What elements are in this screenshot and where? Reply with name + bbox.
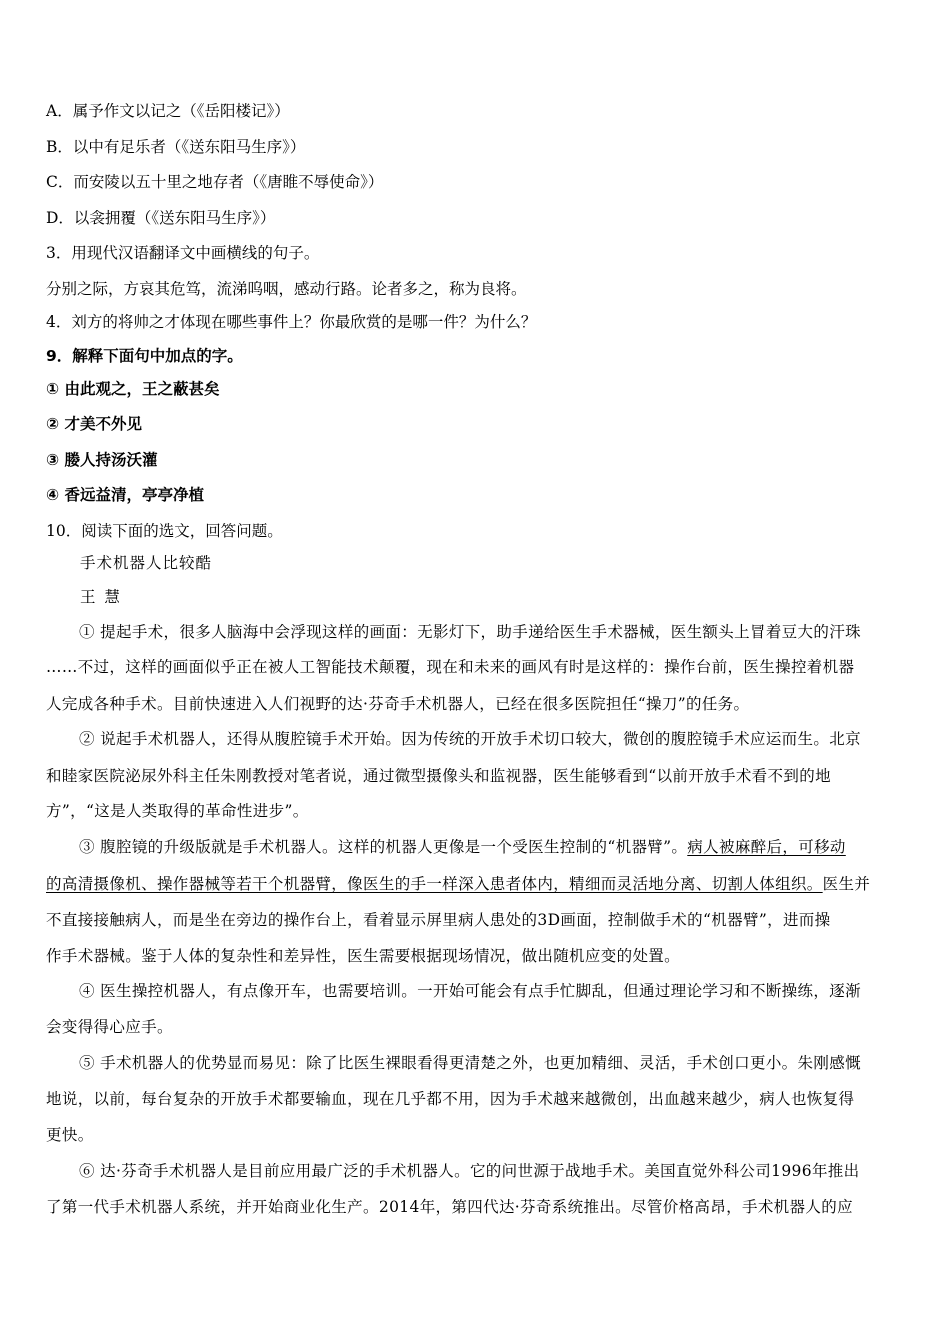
paragraph-1-line-2: ……不过，这样的画面似乎正在被人工智能技术颠覆，现在和未来的画风有时是这样的：操作台前，医生操控着机器 bbox=[46, 658, 855, 676]
article-title: 手术机器人比较酷 bbox=[80, 554, 213, 572]
paragraph-3-line-1 bbox=[79, 837, 846, 857]
paragraph-4-line-1: ④ 医生操控机器人，有点像开车，也需要培训。一开始可能会有点手忙脚乱，但通过理论学习和不断操练，逐渐 bbox=[79, 982, 861, 1000]
paragraph-6-line-2: 了第一代手术机器人系统，并开始商业化生产。2014年，第四代达·芬奇系统推出。尽管价格高昂，手术机器人的应 bbox=[46, 1198, 853, 1216]
underlined-sentence-part-1: 病人被麻醉后，可移动 bbox=[687, 838, 846, 856]
question-4-prompt: 4．刘方的将帅之才体现在哪些事件上？你最欣赏的是哪一件？为什么？ bbox=[46, 313, 537, 331]
paragraph-3-line-2 bbox=[46, 874, 870, 894]
paragraph-5-line-2: 地说，以前，每台复杂的开放手术都要输血，现在几乎都不用，因为手术越来越微创，出血越来越少，病人也恢复得 bbox=[46, 1090, 855, 1108]
paragraph-1-line-3: 人完成各种手术。目前快速进入人们视野的达·芬奇手术机器人，已经在很多医院担任“操刀”的任务。 bbox=[46, 695, 750, 713]
question-3-sentence: 分别之际，方哀其危笃，流涕呜咽，感动行路。论者多之，称为良将。 bbox=[46, 280, 527, 298]
paragraph-5-line-1: ⑤ 手术机器人的优势显而易见：除了比医生裸眼看得更清楚之外，也更加精细、灵活，手术创口更小。朱刚感慨 bbox=[79, 1054, 861, 1072]
paragraph-4-line-2: 会变得得心应手。 bbox=[46, 1018, 173, 1036]
underlined-sentence-part-2: 的高清摄像机、操作器械等若干个机器臂，像医生的手一样深入患者体内，精细而灵活地分离、切割人体组织。 bbox=[46, 875, 823, 893]
option-c: C．而安陵以五十里之地存者（《唐睢不辱使命》） bbox=[46, 173, 384, 191]
question-9-item-3: ③ 媵人持汤沃灌 bbox=[46, 451, 158, 469]
question-10-prompt: 10．阅读下面的选文，回答问题。 bbox=[46, 522, 283, 540]
question-3-prompt: 3．用现代汉语翻译文中画横线的句子。 bbox=[46, 244, 320, 262]
option-b: B．以中有足乐者（《送东阳马生序》） bbox=[46, 138, 306, 156]
question-9-prompt: 9．解释下面句中加点的字。 bbox=[46, 347, 243, 365]
paragraph-3-line-4: 作手术器械。鉴于人体的复杂性和差异性，医生需要根据现场情况，做出随机应变的处置。 bbox=[46, 947, 681, 965]
paragraph-3-line-3: 不直接接触病人，而是坐在旁边的操作台上，看着显示屏里病人患处的3D画面，控制做手术的“机器臂”，进而操 bbox=[46, 911, 831, 929]
paragraph-6-line-1: ⑥ 达·芬奇手术机器人是目前应用最广泛的手术机器人。它的问世源于战地手术。美国直觉外科公司1996年推出 bbox=[79, 1162, 860, 1180]
paragraph-2-line-2: 和睦家医院泌尿外科主任朱刚教授对笔者说，通过微型摄像头和监视器，医生能够看到“以前开放手术看不到的地 bbox=[46, 767, 831, 785]
paragraph-1-line-1: ① 提起手术，很多人脑海中会浮现这样的画面：无影灯下，助手递给医生手术器械，医生额头上冒着豆大的汗珠 bbox=[79, 623, 861, 641]
paragraph-3-line-2-text: 医生并 bbox=[822, 875, 871, 893]
paragraph-2-line-3: 方”，“这是人类取得的革命性进步”。 bbox=[46, 802, 309, 820]
article-author: 王 慧 bbox=[80, 588, 122, 606]
option-d: D．以衾拥覆（《送东阳马生序》） bbox=[46, 209, 276, 227]
question-9-item-4: ④ 香远益清，亭亭净植 bbox=[46, 486, 205, 504]
question-9-item-2: ② 才美不外见 bbox=[46, 415, 143, 433]
question-9-item-1: ① 由此观之，王之蔽甚矣 bbox=[46, 380, 220, 398]
paragraph-5-line-3: 更快。 bbox=[46, 1126, 94, 1144]
paragraph-2-line-1: ② 说起手术机器人，还得从腹腔镜手术开始。因为传统的开放手术切口较大，微创的腹腔镜手术应运而生。北京 bbox=[79, 730, 861, 748]
paragraph-3-line-1-text: ③ 腹腔镜的升级版就是手术机器人。这样的机器人更像是一个受医生控制的“机器臂”。 bbox=[79, 838, 688, 856]
option-a: A．属予作文以记之（《岳阳楼记》） bbox=[46, 102, 290, 120]
